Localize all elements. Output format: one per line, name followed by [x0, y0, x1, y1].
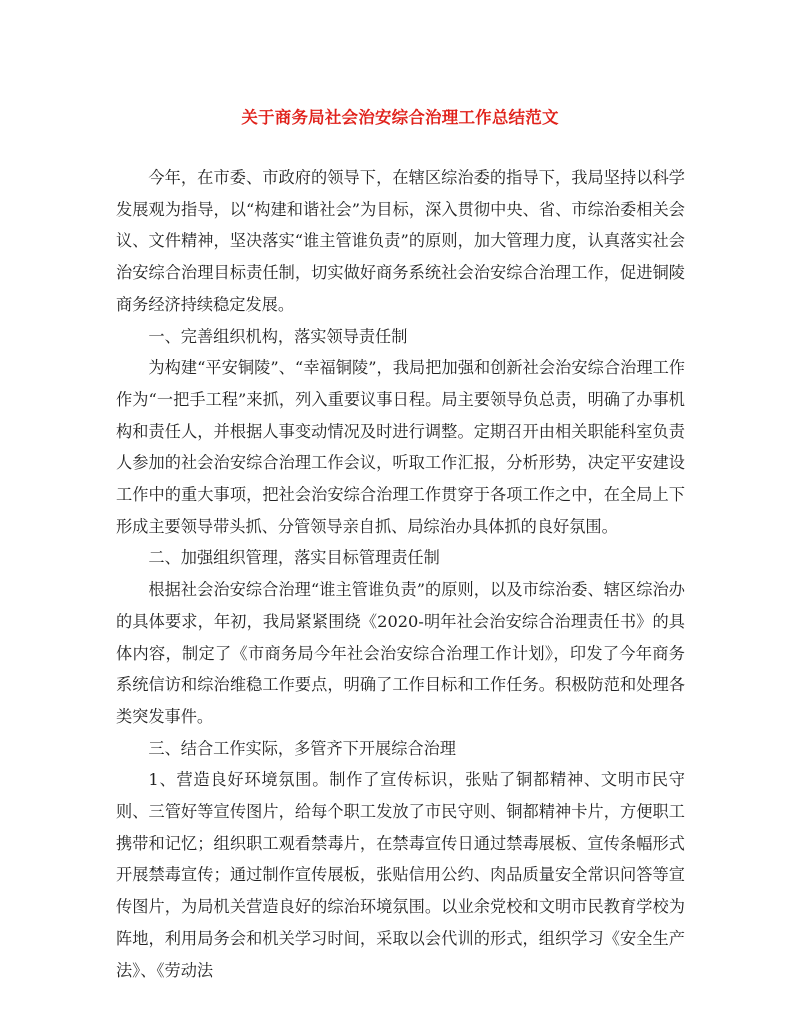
paragraph-section-3-item-1: 1、营造良好环境氛围。制作了宣传标识，张贴了铜都精神、文明市民守则、三管好等宣传图片，给每个职工发放了市民守则、铜都精神卡片，方便职工携带和记忆；组织职工观看禁毒片，在禁毒宣传日通过禁毒展板、宣传条幅形式开展禁毒宣传；通过制作宣传展板，张贴信用公约、肉品质量安全常识问答等宣传图片，为局机关营造良好的综治环境氛围。以业余党校和文明市民教育学校为阵地，利用局务会和机关学习时间，采取以会代训的形式，组织学习《安全生产法》、《劳动法 [116, 770, 685, 980]
section-heading-2: 二、加强组织管理，落实目标管理责任制 [148, 548, 440, 568]
section-heading-1: 一、完善组织机构，落实领导责任制 [148, 326, 408, 346]
paragraph-section-1: 为构建“平安铜陵”、“幸福铜陵”，我局把加强和创新社会治安综合治理工作作为“一把手工程”来抓，列入重要议事日程。局主要领导负总责，明确了办事机构和责任人，并根据人事变动情况及时进行调整。定期召开由相关职能科室负责人参加的社会治安综合治理工作会议，听取工作汇报，分析形势，决定平安建设工作中的重大事项，把社会治安综合治理工作贯穿于各项工作之中，在全局上下形成主要领导带头抓、分管领导亲自抓、局综治办具体抓的良好氛围。 [116, 358, 685, 536]
paragraph-section-2: 根据社会治安综合治理“谁主管谁负责”的原则，以及市综治委、辖区综治办的具体要求，年初，我局紧紧围绕《2020-明年社会治安综合治理责任书》的具体内容，制定了《市商务局今年社会治安综合治理工作计划》，印发了今年商务系统信访和综治维稳工作要点，明确了工作目标和工作任务。积极防范和处理各类突发事件。 [116, 580, 685, 726]
paragraph-intro: 今年，在市委、市政府的领导下，在辖区综治委的指导下，我局坚持以科学发展观为指导，以“构建和谐社会”为目标，深入贯彻中央、省、市综治委相关会议、文件精神，坚决落实“谁主管谁负责”的原则，加大管理力度，认真落实社会治安综合治理目标责任制，切实做好商务系统社会治安综合治理工作，促进铜陵商务经济持续稳定发展。 [116, 168, 685, 314]
document-body [116, 162, 685, 986]
section-heading-3: 三、结合工作实际，多管齐下开展综合治理 [148, 738, 456, 758]
document-title: 关于商务局社会治安综合治理工作总结范文 [241, 108, 559, 127]
